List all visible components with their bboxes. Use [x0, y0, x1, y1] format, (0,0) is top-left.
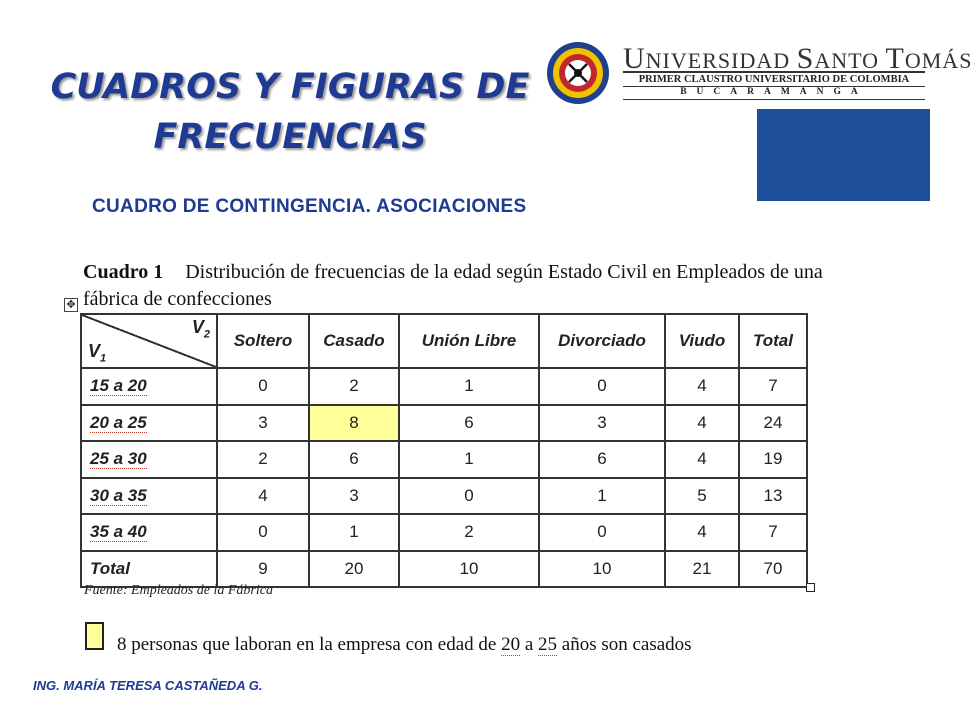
table-row	[81, 368, 807, 405]
table-cell: 5	[665, 478, 739, 515]
table-cell: 24	[739, 405, 807, 442]
table-cell: 6	[399, 405, 539, 442]
table-cell: 4	[217, 478, 309, 515]
table-cell: 0	[539, 514, 665, 551]
table-corner-cell	[81, 314, 217, 368]
table-cell: 4	[665, 514, 739, 551]
slide-title	[30, 62, 550, 162]
legend-swatch	[85, 622, 104, 650]
table-cell: 7	[739, 514, 807, 551]
table-cell: 13	[739, 478, 807, 515]
university-city: BUCARAMANGA	[623, 87, 925, 100]
table-cell: 1	[399, 368, 539, 405]
table-row	[81, 514, 807, 551]
table-cell: 1	[399, 441, 539, 478]
table-cell: 7	[739, 368, 807, 405]
total-cell: 21	[665, 551, 739, 588]
row-label: 25 a 30	[81, 441, 217, 478]
table-row	[81, 405, 807, 442]
table-cell: 4	[665, 441, 739, 478]
decorative-blue-box	[757, 109, 930, 201]
v2-label: $V_2$	[191, 317, 210, 341]
university-subtitle: PRIMER CLAUSTRO UNIVERSITARIO DE COLOMBIA	[623, 71, 925, 87]
total-cell: 10	[539, 551, 665, 588]
column-header: Soltero	[217, 314, 309, 368]
table-cell: 0	[539, 368, 665, 405]
slide-title-line2: FRECUENCIAS	[153, 117, 427, 157]
v1-label: $V_1$	[88, 341, 107, 365]
slide-title-line1: CUADROS Y FIGURAS DE	[50, 67, 530, 107]
column-header: Viudo	[665, 314, 739, 368]
table-cell: 2	[217, 441, 309, 478]
author-footer: ING. MARÍA TERESA CASTAÑEDA G.	[33, 678, 263, 693]
column-header: Divorciado	[539, 314, 665, 368]
table-cell: 4	[665, 368, 739, 405]
university-logo	[545, 40, 972, 110]
table-cell: 0	[217, 514, 309, 551]
total-cell: 70	[739, 551, 807, 588]
column-header: Unión Libre	[399, 314, 539, 368]
cuadro-caption	[83, 259, 823, 313]
legend-text: 8 personas que laboran en la empresa con edad de 20 a 25 años son casados	[117, 634, 692, 655]
table-cell: 2	[309, 368, 399, 405]
slide-subtitle: CUADRO DE CONTINGENCIA. ASOCIACIONES	[92, 196, 527, 217]
table-cell: 3	[539, 405, 665, 442]
row-label: 35 a 40	[81, 514, 217, 551]
row-label: 15 a 20	[81, 368, 217, 405]
column-header: Casado	[309, 314, 399, 368]
university-name: UNIVERSIDAD SANTO TOMÁS	[623, 42, 972, 75]
total-cell: 20	[309, 551, 399, 588]
cuadro-description: Distribución de frecuencias de la edad según Estado Civil en Empleados de una fábrica de confecciones	[83, 261, 823, 310]
table-resize-handle[interactable]	[806, 583, 815, 592]
table-cell: 6	[539, 441, 665, 478]
table-row	[81, 478, 807, 515]
total-cell: 10	[399, 551, 539, 588]
table-cell: 6	[309, 441, 399, 478]
table-move-handle-icon[interactable]: ✥	[64, 298, 78, 312]
table-source: Fuente: Empleados de la Fábrica	[84, 583, 273, 598]
table-cell: 19	[739, 441, 807, 478]
total-label: Total	[81, 551, 217, 588]
cuadro-label: Cuadro 1	[83, 261, 164, 283]
table-cell: 1	[309, 514, 399, 551]
university-seal-icon	[545, 40, 611, 106]
highlighted-cell: 8	[309, 405, 399, 442]
table-cell: 3	[309, 478, 399, 515]
table-cell: 0	[399, 478, 539, 515]
total-row	[81, 551, 807, 588]
table-cell: 1	[539, 478, 665, 515]
row-label: 20 a 25	[81, 405, 217, 442]
table-cell: 0	[217, 368, 309, 405]
table-cell: 3	[217, 405, 309, 442]
table-cell: 2	[399, 514, 539, 551]
frequency-table	[80, 313, 808, 588]
table-cell: 4	[665, 405, 739, 442]
total-cell: 9	[217, 551, 309, 588]
row-label: 30 a 35	[81, 478, 217, 515]
column-header: Total	[739, 314, 807, 368]
table-row	[81, 441, 807, 478]
table-header-row	[81, 314, 807, 368]
